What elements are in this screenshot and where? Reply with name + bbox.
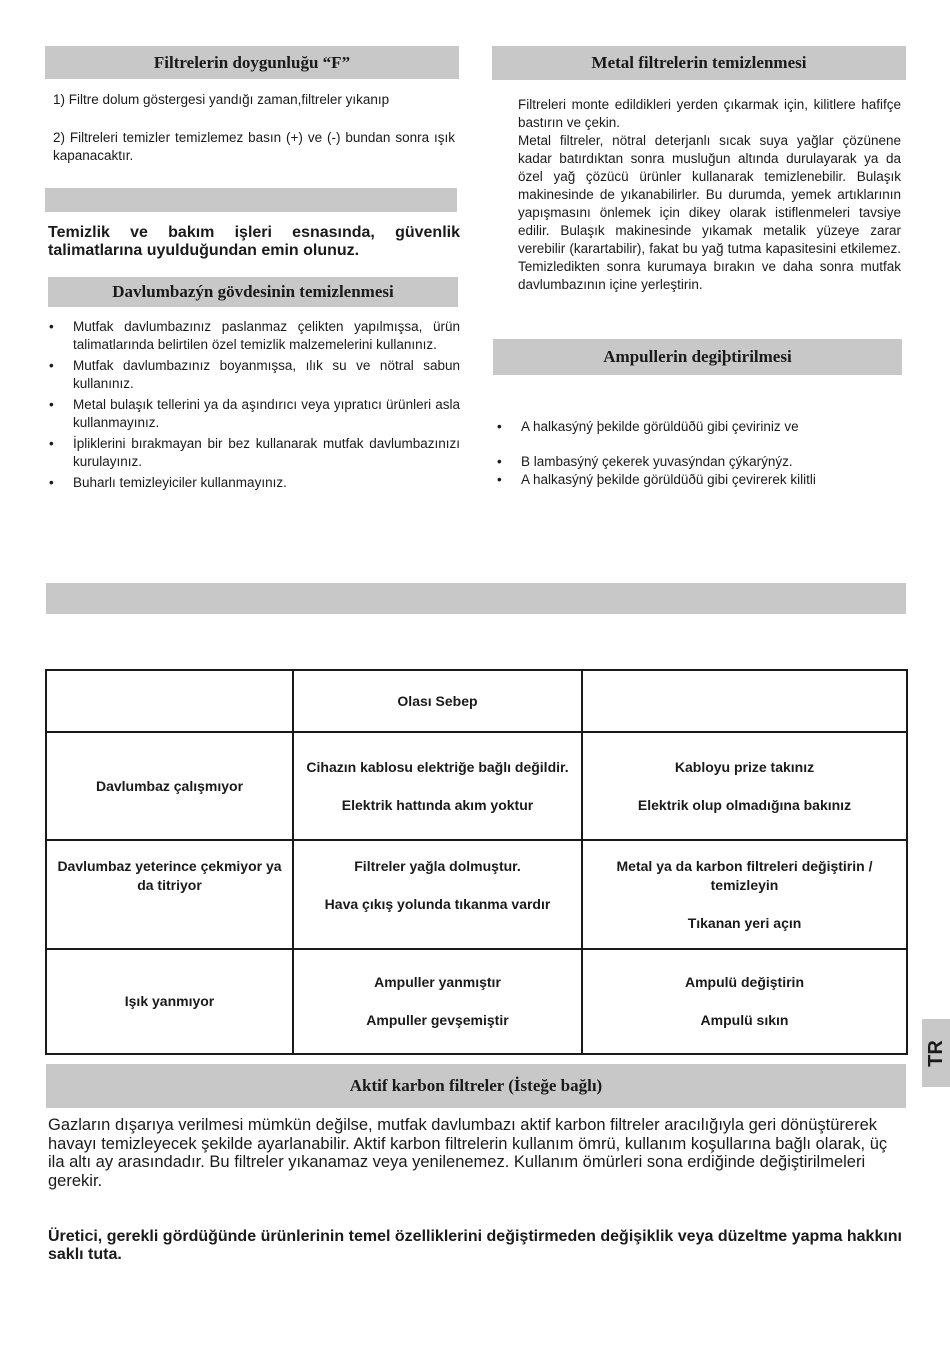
section-header-maintenance [45, 188, 457, 212]
cause-text: Hava çıkış yolunda tıkanma vardır [324, 896, 551, 912]
section-header-body-cleaning: Davlumbazýn gövdesinin temizlenmesi [48, 277, 458, 307]
solution-text: Ampulü değiştirin [685, 974, 804, 990]
list-item: • İpliklerini bırakmayan bir bez kullanarak mutfak davlumbazınızı kurulayınız. [46, 435, 460, 471]
problem-text: Davlumbaz çalışmıyor [95, 777, 244, 794]
cause-text: Elektrik hattında akım yoktur [341, 796, 534, 813]
problem-text: Işık yanmıyor [124, 993, 215, 1009]
table-row [46, 840, 907, 949]
list-item: • Buharlı temizleyiciler kullanmayınız. [46, 474, 460, 492]
header-cause: Olası Sebep [293, 670, 582, 732]
solution-text: Kabloyu prize takınız [674, 758, 815, 775]
problem-cell [46, 732, 293, 840]
problem-cell [46, 949, 293, 1054]
solution-cell [582, 840, 907, 949]
list-item: • Mutfak davlumbazınız paslanmaz çelikten yapılmışsa, ürün talimatlarında belirtilen özel temizlik malzemelerini kullanınız. [46, 318, 460, 354]
language-tab-label: TR [924, 1039, 947, 1067]
language-tab [922, 1019, 950, 1087]
solution-text: Elektrik olup olmadığına bakınız [637, 796, 852, 813]
cause-cell [293, 840, 582, 949]
solution-text: Tıkanan yeri açın [687, 915, 802, 931]
section-header-filter-saturation: Filtrelerin doygunluğu “F” [45, 46, 459, 79]
table-header-row [46, 670, 907, 732]
manufacturer-note: Üretici, gerekli gördüğünde ürünlerinin temel özelliklerini değiştirmeden değişiklik veya düzeltme yapma hakkını saklı tuta. [48, 1228, 902, 1263]
bulbs-list [494, 418, 901, 492]
filter-saturation-step-1: 1) Filtre dolum göstergesi yandığı zaman,filtreler yıkanıp [53, 92, 390, 107]
section-header-carbon-filters: Aktif karbon filtreler (İsteğe bağlı) [46, 1064, 906, 1108]
solution-text: Ampulü sıkın [700, 1012, 789, 1028]
list-item: • A halkasýný þekilde görüldüðü gibi çevirerek kilitli [494, 471, 901, 489]
cause-text: Ampuller gevşemiştir [366, 1012, 509, 1028]
filter-saturation-step-2: 2) Filtreleri temizler temizlemez basın (+) ve (-) bundan sonra ışık kapanacaktır. [53, 130, 455, 163]
table-row [46, 732, 907, 840]
troubleshooting-table [45, 669, 908, 1055]
cause-cell [293, 732, 582, 840]
solution-cell [582, 949, 907, 1054]
cause-text: Ampuller yanmıştır [374, 974, 501, 990]
section-header-troubleshooting [46, 583, 906, 614]
safety-note: Temizlik ve bakım işleri esnasında, güvenlik talimatlarına uyulduğundan emin olunuz. [48, 224, 460, 259]
problem-text: Davlumbaz yeterince çekmiyor ya da titriyor [57, 858, 282, 893]
list-item: • Mutfak davlumbazınız boyanmışsa, ılık su ve nötral sabun kullanınız. [46, 357, 460, 393]
metal-filters-text: Filtreleri monte edildikleri yerden çıkarmak için, kilitlere hafifçe bastırın ve çekin. Metal filtreler, nötral deterjanlı sıcak suya yağlar çözünene kadar batırdıktan sonra musluğun altında durulayarak ya da özel yağ çözücü ürünler kullanarak temizlenebilir. Bulaşık makinesinde de yıkanabilirler. Bu durumda, yemek artıklarının yapışmasını önlemek için dikey olarak istiflenmeleri tavsiye edilir. Bulaşık makinesinde yıkamak metalik yüzeye zarar verebilir (karartabilir), fakat bu yağ tutma kapasitesini etkilemez. Temizledikten sonra kurumaya bırakın ve daha sonra mutfak davlumbazının içine yerleştirin. [518, 97, 901, 292]
header-problem [46, 670, 293, 732]
solution-cell [582, 732, 907, 840]
list-item: • A halkasýný þekilde görüldüðü gibi çeviriniz ve [494, 418, 901, 436]
cause-text: Filtreler yağla dolmuştur. [354, 858, 521, 874]
table-row [46, 949, 907, 1054]
solution-text: Metal ya da karbon filtreleri değiştirin / temizleyin [616, 858, 873, 893]
list-item: • Metal bulaşık tellerini ya da aşındırıcı veya yıpratıcı ürünleri asla kullanmayınız. [46, 396, 460, 432]
section-header-bulbs: Ampullerin degiþtirilmesi [493, 339, 902, 375]
cause-cell [293, 949, 582, 1054]
body-cleaning-list [46, 318, 460, 495]
section-header-metal-filters: Metal filtrelerin temizlenmesi [492, 46, 906, 80]
carbon-filters-text: Gazların dışarıya verilmesi mümkün değilse, mutfak davlumbazı aktif karbon filtreler aracılığıyla geri dönüştürerek havayı temizleyecek şekilde ayarlanabilir. Aktif karbon filtrelerin kullanım ömrü, kullanım koşullarına bağlı olarak, üç ila altı ay arasındadır. Bu filtreler yıkanamaz veya yenilenemez. Kullanım ömürleri sona erdiğinde değiştirilmeleri gerekir. [48, 1116, 888, 1190]
list-item: • B lambasýný çekerek yuvasýndan çýkarýnýz. [494, 453, 901, 471]
cause-text: Cihazın kablosu elektriğe bağlı değildir. [306, 758, 569, 775]
problem-cell [46, 840, 293, 949]
header-solution [582, 670, 907, 732]
